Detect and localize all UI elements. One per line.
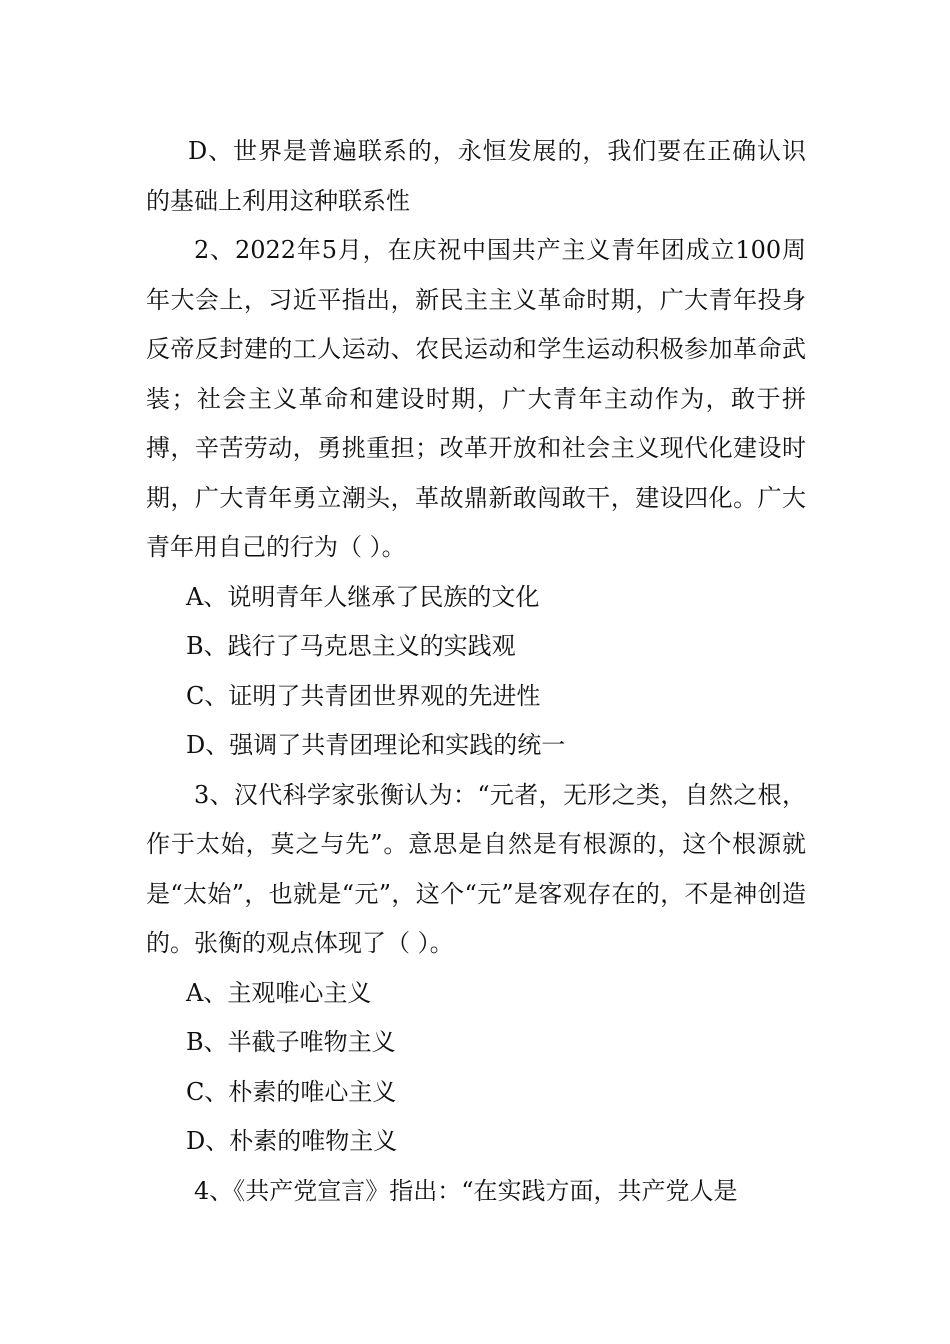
document-page [146,127,806,1216]
q3-option-c: C、朴素的唯心主义 [186,1077,397,1106]
q3-stem: 3、汉代科学家张衡认为：“元者，无形之类，自然之根，作于太始，莫之与先”。意思是自然是有根源的，这个根源就是“太始”，也就是“元”，这个“元”是客观存在的，不是神创造的。张衡的观点体现了（ ）。 [146,780,806,957]
q2-option-d: D、强调了共青团理论和实践的统一 [186,731,566,759]
q4-stem: 4、《共产党宣言》指出：“在实践方面，共产党人是 [194,1176,738,1205]
q2-option-c: C、证明了共青团世界观的先进性 [186,681,541,710]
q1-option-d: D、世界是普遍联系的，永恒发展的，我们要在正确认识的基础上利用这种联系性 [146,137,806,215]
q3-option-b: B、半截子唯物主义 [186,1028,396,1056]
q3-option-d: D、朴素的唯物主义 [186,1127,398,1155]
q2-option-b: B、践行了马克思主义的实践观 [186,632,516,660]
q2-stem: 2、2022年5月，在庆祝中国共产主义青年团成立100周年大会上，习近平指出，新民主主义革命时期，广大青年投身反帝反封建的工人运动、农民运动和学生运动积极参加革命武装；社会主义革命和建设时期，广大青年主动作为，敢于拼搏，辛苦劳动，勇挑重担；改革开放和社会主义现代化建设时期，广大青年勇立潮头，革故鼎新敢闯敢干，建设四化。广大青年用自己的行为（ ）。 [146,236,806,561]
q3-option-a: A、主观唯心主义 [186,978,372,1007]
q2-option-a: A、说明青年人继承了民族的文化 [186,582,540,611]
